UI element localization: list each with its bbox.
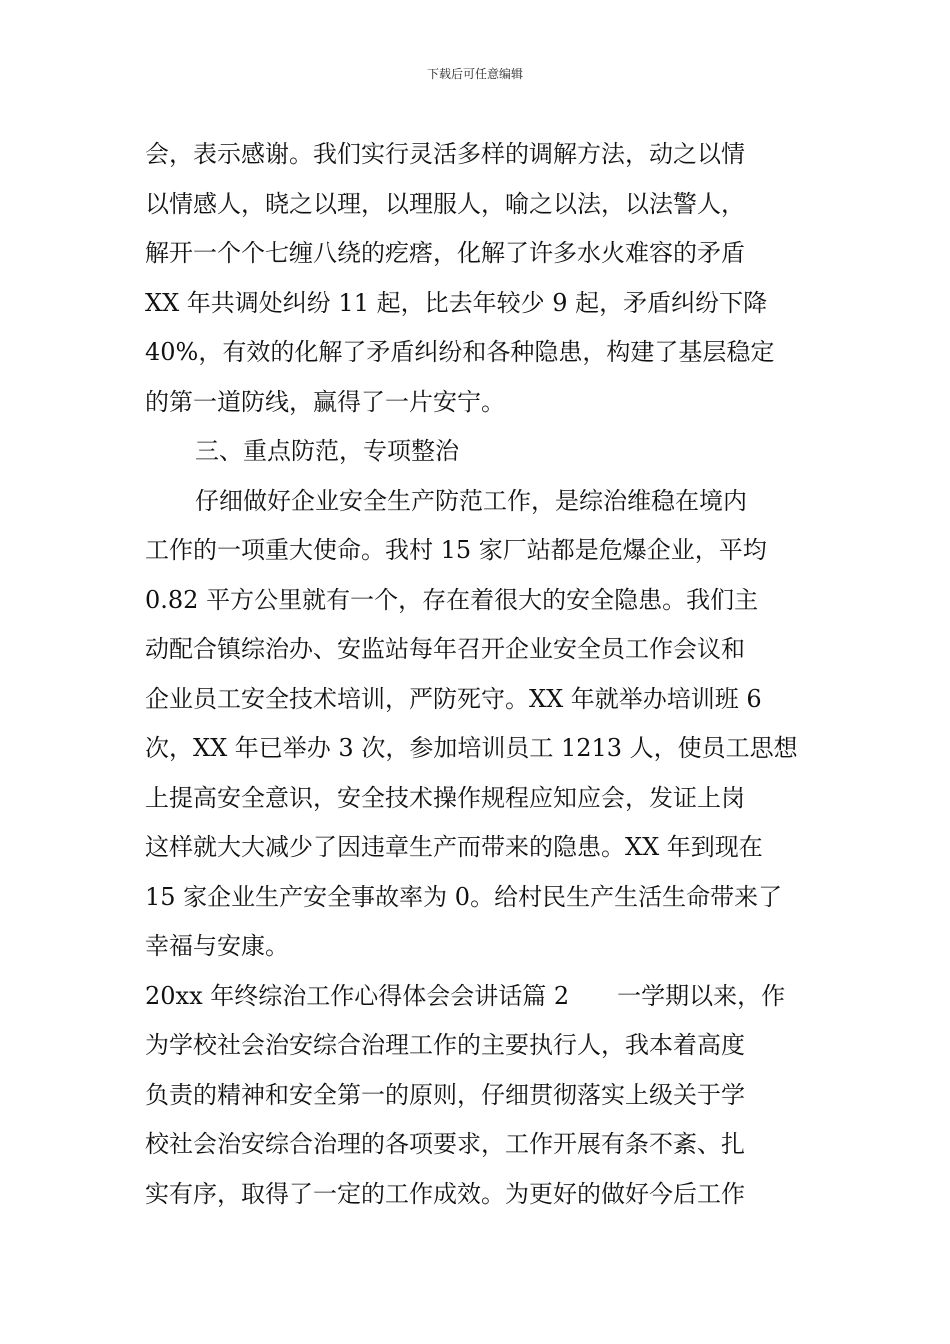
paragraph-line: 的第一道防线，赢得了一片安宁。 [145,387,505,416]
paragraph-line: 负责的精神和安全第一的原则，仔细贯彻落实上级关于学 [145,1080,745,1109]
paragraph-line: 实有序，取得了一定的工作成效。为更好的做好今后工作 [145,1179,745,1208]
section-heading: 三、重点防范，专项整治 [195,437,459,465]
paragraph-line: 校社会治安综合治理的各项要求，工作开展有条不紊、扎 [145,1130,745,1158]
paragraph-line: 幸福与安康。 [145,932,289,960]
paragraph-line: 为学校社会治安综合治理工作的主要执行人，我本着高度 [145,1031,745,1059]
paragraph-line: 0.82 平方公里就有一个，存在着很大的安全隐患。我们主 [145,585,759,614]
paragraph-line: 上提高安全意识，安全技术操作规程应知应会，发证上岗 [145,783,745,812]
paragraph-line: 次，XX 年已举办 3 次，参加培训员工 1213 人，使员工思想 [145,734,798,762]
paragraph-line: XX 年共调处纠纷 11 起，比去年较少 9 起，矛盾纠纷下降 [145,288,768,317]
paragraph-line: 工作的一项重大使命。我村 15 家厂站都是危爆企业，平均 [145,536,767,564]
paragraph-line: 以情感人，晓之以理，以理服人，喻之以法，以法警人， [145,189,745,218]
paragraph-line: 解开一个个七缠八绕的疙瘩，化解了许多水火难容的矛盾 [145,239,745,267]
paragraph-line: 这样就大大减少了因违章生产而带来的隐患。XX 年到现在 [145,833,763,861]
article-title-line [145,972,815,1022]
paragraph-line: 40%，有效的化解了矛盾纠纷和各种隐患，构建了基层稳定 [145,338,775,366]
document-body [145,130,815,1219]
page-header: 下载后可任意编辑 [426,67,523,81]
paragraph-line: 企业员工安全技术培训，严防死守。XX 年就举办培训班 6 [145,684,762,713]
paragraph-line: 动配合镇综治办、安监站每年召开企业安全员工作会议和 [145,635,745,663]
article-title: 20xx 年终综治工作心得体会会讲话篇 2 [145,981,570,1010]
paragraph-line: 仔细做好企业安全生产防范工作，是综治维稳在境内 [195,486,747,515]
paragraph-line: 15 家企业生产安全事故率为 0。给村民生产生活生命带来了 [145,882,783,911]
article-first-line: 一学期以来，作 [617,981,786,1010]
paragraph-line: 会，表示感谢。我们实行灵活多样的调解方法，动之以情 [145,140,745,168]
